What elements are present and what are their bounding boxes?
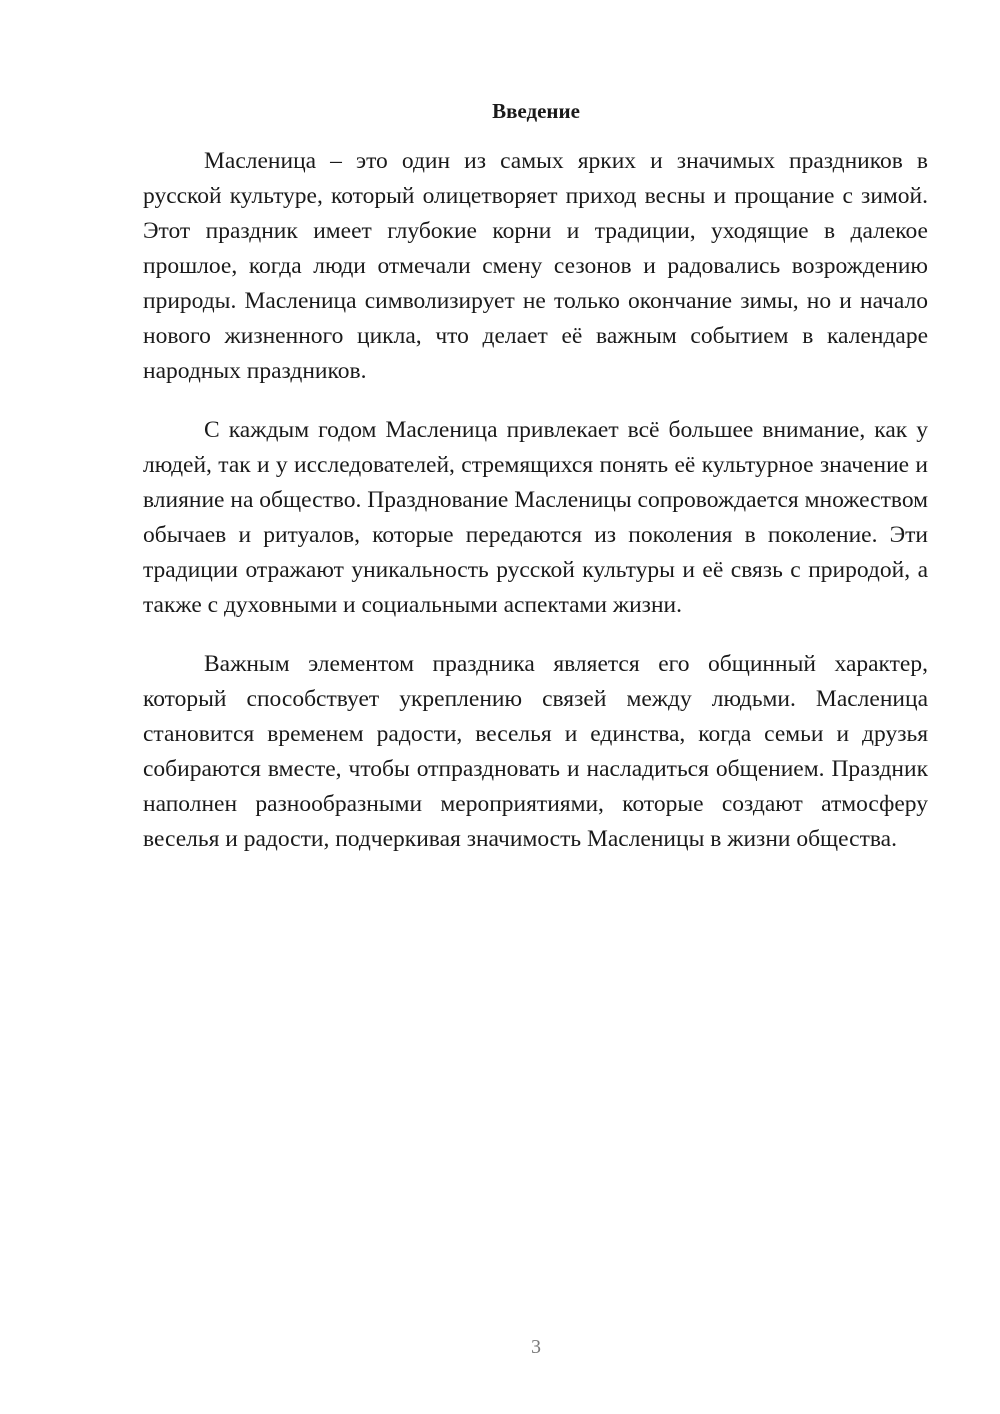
page-number: 3 [531,1336,541,1358]
section-title: Введение [492,99,580,123]
body-text [143,144,928,881]
paragraph-3: Важным элементом праздника является его общинный характер, который способствует укреплению связей между людьми. Масленица становится временем радости, веселья и единства, когда семьи и друзья собираются вместе, чтобы отпраздновать и насладиться общением. Праздник наполнен разнообразными мероприятиями, которые создают атмосферу веселья и радости, подчеркивая значимость Масленицы в жизни общества. [143,651,928,852]
paragraph-1: Масленица – это один из самых ярких и значимых праздников в русской культуре, который олицетворяет приход весны и прощание с зимой. Этот праздник имеет глубокие корни и традиции, уходящие в далекое прошлое, когда люди отмечали смену сезонов и радовались возрождению природы. Масленица символизирует не только окончание зимы, но и начало нового жизненного цикла, что делает её важным событием в календаре народных праздников. [143,148,928,384]
paragraph-2: С каждым годом Масленица привлекает всё большее внимание, как у людей, так и у исследователей, стремящихся понять её культурное значение и влияние на общество. Празднование Масленицы сопровождается множеством обычаев и ритуалов, которые передаются из поколения в поколение. Эти традиции отражают уникальность русской культуры и её связь с природой, а также с духовными и социальными аспектами жизни. [143,417,928,618]
